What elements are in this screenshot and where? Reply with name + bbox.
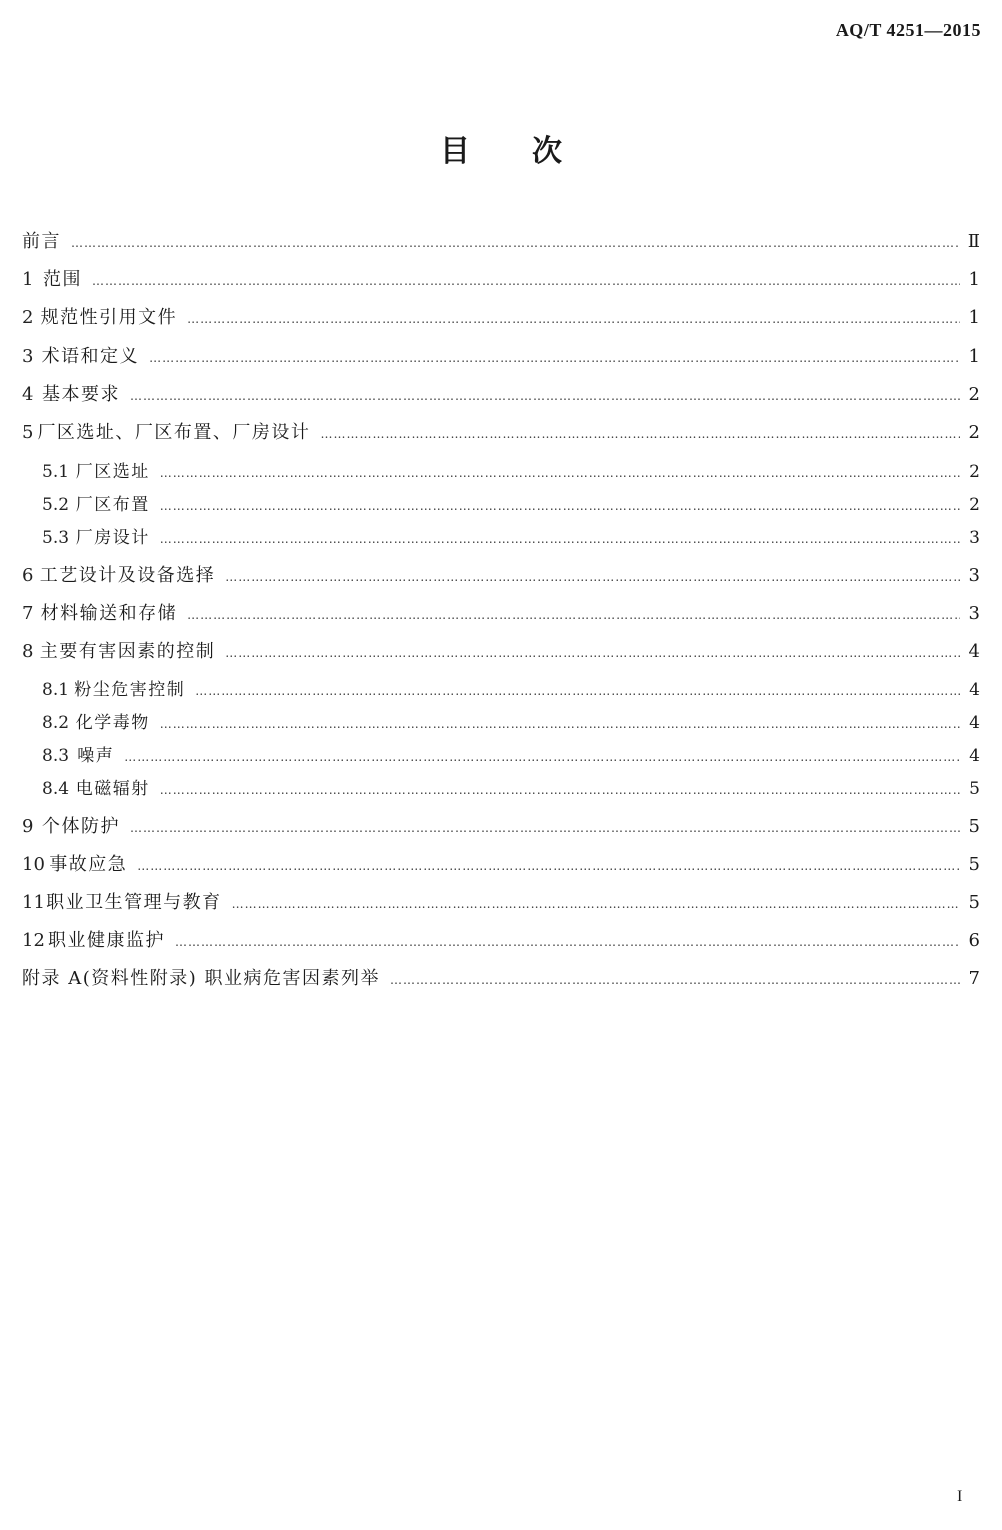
toc-entry-number: 9	[22, 816, 34, 837]
dot-leader	[130, 816, 960, 840]
dot-leader	[320, 422, 960, 446]
toc-entry[interactable]	[22, 853, 980, 878]
toc-entry-number: 8.2	[42, 713, 70, 733]
toc-entry[interactable]	[22, 967, 980, 992]
toc-entry-page: 7	[968, 968, 980, 989]
toc-entry-page: Ⅱ	[967, 231, 980, 252]
toc-entry-label: 个体防护	[42, 816, 121, 837]
toc-entry-number: 6	[22, 565, 34, 586]
toc-entry-page: 1	[968, 269, 980, 290]
dot-leader	[232, 892, 960, 916]
toc-entry-label: 基本要求	[42, 384, 121, 405]
toc-entry-page: 4	[969, 746, 980, 766]
toc-entry-page: 4	[969, 713, 980, 733]
toc-entry-number: 2	[22, 307, 34, 328]
toc-entry-number: 11	[22, 892, 45, 913]
dot-leader	[71, 231, 960, 255]
toc-entry-page: 2	[969, 495, 980, 515]
toc-entry-label: 规范性引用文件	[40, 307, 178, 328]
dot-leader	[195, 679, 960, 703]
dot-leader	[92, 269, 960, 293]
toc-entry-page: 5	[968, 854, 980, 875]
dot-leader	[187, 307, 960, 331]
toc-entry-label: 职业卫生管理与教育	[46, 892, 222, 913]
toc-entry[interactable]	[22, 564, 980, 589]
toc-entry-page: 1	[968, 346, 980, 367]
toc-entry[interactable]	[22, 493, 980, 518]
toc-entry[interactable]	[22, 815, 980, 840]
dot-leader	[160, 712, 960, 736]
toc-entry[interactable]	[22, 777, 980, 802]
toc-entry-label: 附录 A(资料性附录) 职业病危害因素列举	[22, 968, 380, 989]
toc-entry-label: 厂房设计	[75, 528, 150, 548]
toc-entry-page: 2	[968, 422, 980, 443]
dot-leader	[130, 384, 960, 408]
toc-entry-number: 8.4	[42, 779, 70, 799]
toc-entry-number: 12	[22, 930, 45, 951]
toc-entry[interactable]	[22, 640, 980, 665]
toc-entry[interactable]	[22, 230, 980, 255]
toc-entry-number: 5.3	[42, 528, 70, 548]
toc-entry-number: 8.1	[42, 680, 70, 700]
dot-leader	[149, 346, 960, 370]
toc-entry-number: 1	[22, 269, 34, 290]
toc-entry-label: 范围	[42, 269, 82, 290]
dot-leader	[187, 603, 960, 627]
toc-entry-number: 8	[22, 641, 34, 662]
toc-entry[interactable]	[22, 345, 980, 370]
toc-entry-label: 事故应急	[49, 854, 128, 875]
dot-leader	[225, 641, 960, 665]
toc-entry-label: 粉尘危害控制	[74, 680, 186, 700]
toc-entry[interactable]	[22, 306, 980, 331]
toc-entry[interactable]	[22, 460, 980, 485]
toc-entry-number: 5.1	[42, 462, 70, 482]
toc-entry-page: 5	[968, 892, 980, 913]
dot-leader	[160, 778, 960, 802]
toc-entry-page: 3	[968, 603, 980, 624]
toc-entry[interactable]	[22, 268, 980, 293]
toc-entry-page: 3	[968, 565, 980, 586]
toc-entry-number: 8.3	[42, 746, 70, 766]
dot-leader	[160, 461, 960, 485]
toc-entry-number: 5	[22, 422, 34, 443]
footer-page-number: I	[957, 1488, 963, 1505]
toc-entry-page: 6	[968, 930, 980, 951]
toc-entry[interactable]	[22, 744, 980, 769]
toc-entry-label: 职业健康监护	[48, 930, 166, 951]
toc-entry-label: 厂区布置	[75, 495, 150, 515]
toc-entry-page: 1	[968, 307, 980, 328]
toc-entry[interactable]	[22, 711, 980, 736]
toc-entry-number: 3	[22, 346, 34, 367]
toc-entry-label: 前言	[22, 231, 61, 252]
dot-leader	[160, 527, 960, 551]
toc-entry-page: 4	[969, 680, 980, 700]
toc-entry[interactable]	[22, 383, 980, 408]
toc-entry-label: 术语和定义	[41, 346, 140, 367]
toc-entry-label: 化学毒物	[75, 713, 150, 733]
toc-entry[interactable]	[22, 421, 980, 446]
title-char-1: 目	[440, 134, 470, 169]
dot-leader	[137, 854, 960, 878]
toc-entry-page: 5	[969, 779, 980, 799]
toc-entry-label: 工艺设计及设备选择	[39, 565, 216, 586]
title-char-2: 次	[532, 134, 562, 169]
dot-leader	[390, 968, 960, 992]
toc-entry[interactable]	[22, 526, 980, 551]
toc-entry-number: 7	[22, 603, 34, 624]
toc-entry-page: 5	[968, 816, 980, 837]
toc-entry-label: 噪声	[77, 746, 115, 766]
toc-entry-page: 2	[968, 384, 980, 405]
toc-entry-page: 3	[969, 528, 980, 548]
toc-entry-label: 厂区选址	[75, 462, 150, 482]
toc-entry-label: 厂区选址、厂区布置、厂房设计	[37, 422, 311, 443]
toc-entry-page: 4	[968, 641, 980, 662]
dot-leader	[124, 745, 960, 769]
toc-entry[interactable]	[22, 602, 980, 627]
dot-leader	[160, 494, 960, 518]
dot-leader	[225, 565, 960, 589]
dot-leader	[175, 930, 960, 954]
toc-entry-label: 主要有害因素的控制	[39, 641, 216, 662]
toc-entry-label: 材料输送和存储	[40, 603, 178, 624]
toc-entry-page: 2	[969, 462, 980, 482]
toc-entry-number: 5.2	[42, 495, 70, 515]
toc-entry-label: 电磁辐射	[75, 779, 150, 799]
standard-code: AQ/T 4251—2015	[835, 20, 981, 40]
page-title	[0, 126, 1002, 170]
toc-entry[interactable]	[22, 678, 980, 703]
toc-entry[interactable]	[22, 891, 980, 916]
toc-entry[interactable]	[22, 929, 980, 954]
toc-entry-number: 4	[22, 384, 34, 405]
toc-entry-number: 10	[22, 854, 45, 875]
